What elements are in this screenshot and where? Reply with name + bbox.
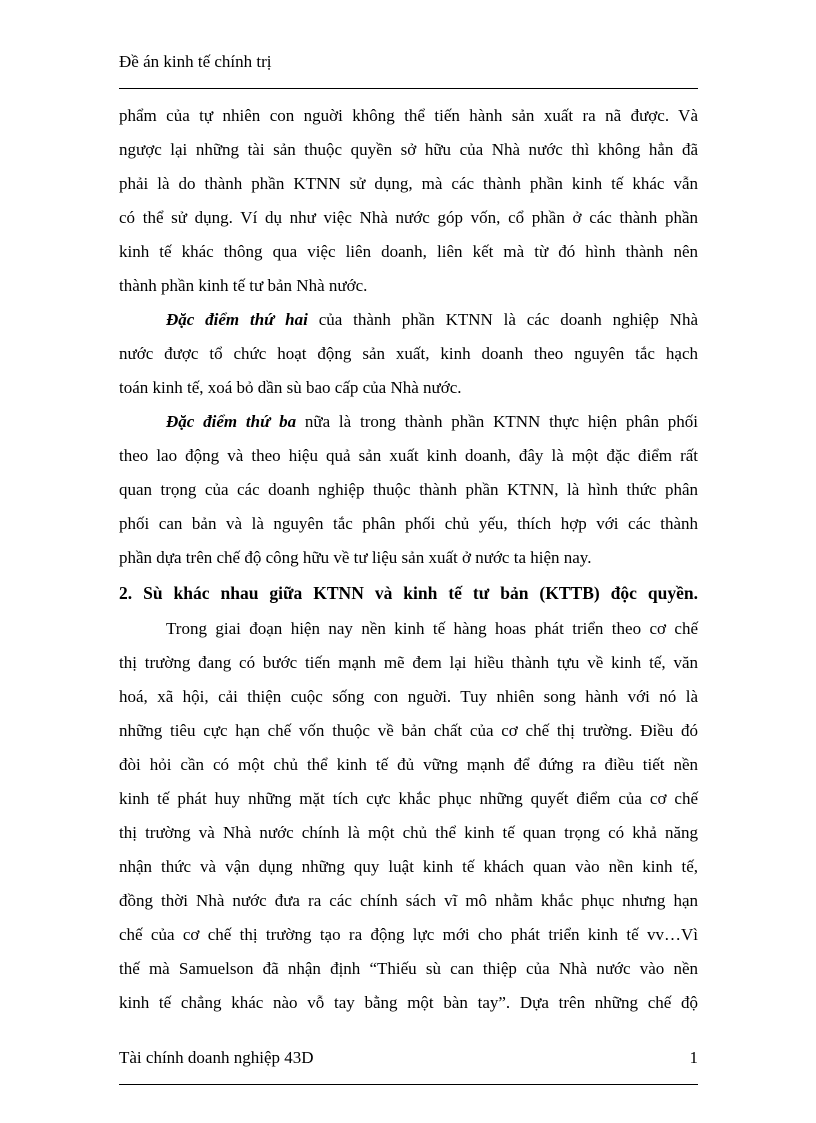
text-line: thế mà Samuelson đã nhận định “Thiếu sù can thiệp của Nhà nước vào nền <box>119 959 698 978</box>
footer-divider <box>119 1084 698 1085</box>
text-line: đòi hỏi cần có một chủ thể kinh tế đủ vững mạnh để đứng ra điều tiết nền <box>119 755 698 774</box>
text-line: phối can bản và là nguyên tắc phân phối chủ yếu, thích hợp với các thành <box>119 514 698 533</box>
paragraph-first-line <box>119 303 698 337</box>
section-heading: 2. Sù khác nhau giữa KTNN và kinh tế tư bản (KTTB) độc quyền. <box>119 583 698 603</box>
text-line: phẩm của tự nhiên con nguời không thể tiến hành sản xuất ra nã được. Và <box>119 106 698 125</box>
text-line: chế của cơ chế thị trường tạo ra động lực mới cho phát triển kinh tế vv…Vì <box>119 925 698 944</box>
text-run: của thành phần KTNN là các doanh nghiệp Nhà <box>307 310 698 329</box>
text-line: theo lao động và theo hiệu quả sản xuất kinh doanh, đây là một đặc điểm rất <box>119 446 698 465</box>
text-line: kinh tế chẳng khác nào vỗ tay bằng một bàn tay”. Dựa trên những chế độ <box>119 993 698 1012</box>
emphasis-phrase: Đặc điểm thứ ba <box>166 412 297 431</box>
text-line: quan trọng của các doanh nghiệp thuộc thành phần KTNN, là hình thức phân <box>119 480 698 499</box>
text-line: ngược lại những tài sản thuộc quyền sở hữu của Nhà nước thì không hẳn đã <box>119 140 698 159</box>
header-divider <box>119 88 698 89</box>
text-line: kinh tế khác thông qua việc liên doanh, liên kết mà từ đó hình thành nên <box>119 242 698 261</box>
text-line: hoá, xã hội, cải thiện cuộc sống con nguời. Tuy nhiên song hành với nó là <box>119 687 698 706</box>
text-line: nước được tổ chức hoạt động sản xuất, kinh doanh theo nguyên tắc hạch <box>119 344 698 363</box>
text-line: kinh tế phát huy những mặt tích cực khắc phục những quyết điểm của cơ chế <box>119 789 698 808</box>
page-header-title: Đề án kinh tế chính trị <box>119 52 272 71</box>
emphasis-phrase: Đặc điểm thứ hai <box>166 310 308 329</box>
page-footer <box>119 1048 698 1068</box>
text-line: có thể sử dụng. Ví dụ như việc Nhà nước góp vốn, cổ phần ở các thành phần <box>119 208 698 227</box>
paragraph-first-line <box>119 405 698 439</box>
text-run: nữa là trong thành phần KTNN thực hiện phân phối <box>296 412 698 431</box>
text-line: nhận thức và vận dụng những quy luật kinh tế khách quan vào nền kinh tế, <box>119 857 698 876</box>
text-line: đồng thời Nhà nước đưa ra các chính sách vĩ mô nhằm khắc phục nhưng hạn <box>119 891 698 910</box>
text-line: phần dựa trên chế độ công hữu về tư liệu sản xuất ở nước ta hiện nay. <box>119 548 592 567</box>
text-line: thành phần kinh tế tư bản Nhà nước. <box>119 276 368 295</box>
text-line: thị trường và Nhà nước chính là một chủ thể kinh tế quan trọng có khả năng <box>119 823 698 842</box>
text-line: thị trường đang có bước tiến mạnh mẽ đem lại hiều thành tựu về kinh tế, văn <box>119 653 698 672</box>
page-number: 1 <box>689 1048 698 1067</box>
text-line: toán kinh tế, xoá bỏ dần sù bao cấp của Nhà nước. <box>119 378 462 397</box>
text-line: phải là do thành phần KTNN sử dụng, mà các thành phần kinh tế khác vẫn <box>119 174 698 193</box>
footer-label: Tài chính doanh nghiệp 43D <box>119 1048 314 1067</box>
text-line: những tiêu cực hạn chế vốn thuộc về bản chất của cơ chế thị trường. Điều đó <box>119 721 698 740</box>
text-line: Trong giai đoạn hiện nay nền kinh tế hàng hoas phát triển theo cơ chế <box>166 619 698 638</box>
document-body <box>119 99 698 1020</box>
